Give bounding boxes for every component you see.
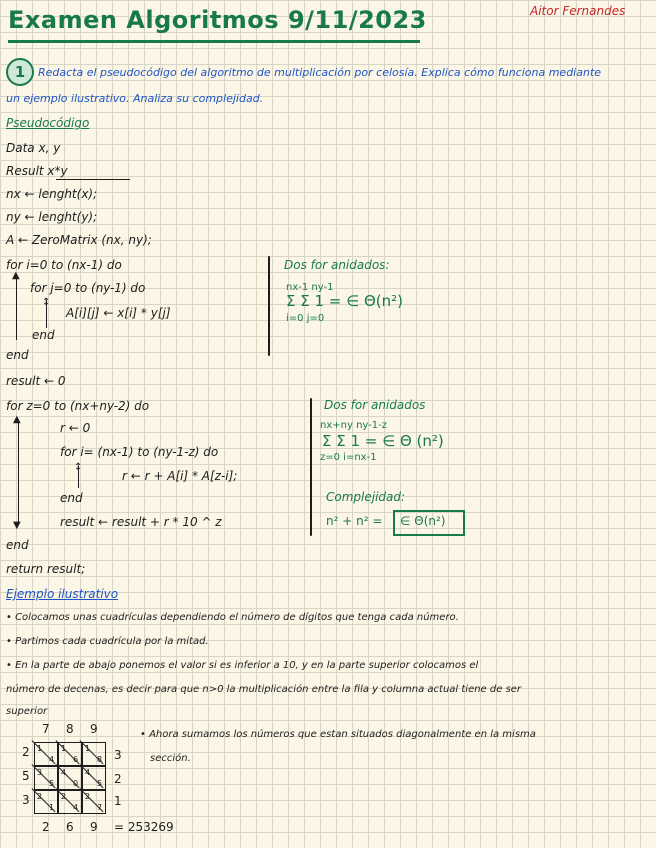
lattice-cell	[82, 766, 106, 790]
lattice-left-digit: 3	[22, 793, 30, 807]
lattice-top-digit: 9	[90, 722, 98, 736]
code-line-end-outer: end	[6, 348, 29, 362]
lattice-bottom-digit: 9	[90, 820, 98, 834]
lattice-right-digit: 1	[114, 794, 122, 808]
code-line-assign: A[i][j] ← x[i] * y[j]	[66, 306, 171, 320]
lattice-tens: 2	[37, 792, 43, 801]
code-line-r-init: r ← 0	[60, 421, 91, 435]
lattice-tens: 4	[61, 768, 67, 777]
code-line-for-i2: for i= (nx-1) to (ny-1-z) do	[60, 445, 219, 459]
example-bullet-3-cont: número de decenas, es decir para que n>0 la multiplicación entre la fila y columna actual tiene de ser	[6, 684, 522, 695]
lattice-cell	[58, 766, 82, 790]
lattice-left-digit: 2	[22, 745, 30, 759]
code-line-nx: nx ← lenght(x);	[6, 187, 98, 201]
loop2-label: Dos for anidados	[324, 398, 426, 412]
lattice-cell	[34, 766, 58, 790]
code-line-ny: ny ← lenght(y);	[6, 210, 98, 224]
code-line-result-init: result ← 0	[6, 374, 66, 388]
complexity-result: ∈ Θ(n²)	[400, 514, 446, 528]
code-line-matrix: A ← ZeroMatrix (nx, ny);	[6, 233, 152, 247]
lattice-tens: 2	[85, 792, 91, 801]
complexity-label: Complejidad:	[326, 490, 406, 504]
loop2-limits-top: nx+ny ny-1-z	[320, 420, 387, 431]
loop1-label: Dos for anidados:	[284, 258, 390, 272]
loop1-limits-top: nx-1 ny-1	[286, 282, 334, 293]
code-line-end-inner-2: end	[60, 491, 83, 505]
lattice-units: 4	[73, 803, 79, 812]
lattice-cell	[82, 742, 106, 766]
lattice-tens: 4	[85, 768, 91, 777]
example-bullet-3: • En la parte de abajo ponemos el valor si es inferior a 10, y en la parte superior colocamos el	[6, 660, 479, 671]
question-text-line-2: un ejemplo ilustrativo. Analiza su complejidad.	[6, 92, 264, 105]
lattice-units: 5	[97, 779, 103, 788]
arrow-down-icon: ▼	[13, 520, 21, 531]
lattice-cell	[34, 742, 58, 766]
arrow-up-icon: ▲	[13, 414, 21, 425]
code-line-for-i: for i=0 to (nx-1) do	[6, 258, 122, 272]
lattice-cell	[34, 790, 58, 814]
loop2-limits-bottom: z=0 i=nx-1	[320, 452, 377, 463]
loop-arrow-outer	[16, 278, 17, 340]
example-bullet-2: • Partimos cada cuadrícula por la mitad.	[6, 636, 209, 647]
code-line-return: return result;	[6, 562, 86, 576]
example-heading: Ejemplo ilustrativo	[6, 587, 119, 601]
lattice-top-digit: 7	[42, 722, 50, 736]
lattice-cell	[82, 790, 106, 814]
lattice-right-digit: 2	[114, 772, 122, 786]
loop1-limits-bottom: i=0 j=0	[286, 313, 325, 324]
lattice-units: 7	[97, 803, 103, 812]
lattice-units: 5	[49, 779, 55, 788]
page-title: Examen Algoritmos 9/11/2023	[8, 6, 427, 34]
question-number-badge: 1	[6, 58, 34, 86]
pseudocode-heading: Pseudocódigo	[6, 116, 90, 130]
author-name: Aitor Fernandes	[530, 4, 626, 18]
lattice-units: 6	[73, 755, 79, 764]
result-underline	[56, 179, 130, 180]
question-text-line-1: Redacta el pseudocódigo del algoritmo de multiplicación por celosía. Explica cómo funciona mediante	[38, 66, 602, 79]
lattice-result: = 253269	[114, 820, 174, 834]
brace-loop-2	[310, 398, 312, 536]
title-underline	[8, 40, 420, 43]
code-line-end-inner: end	[32, 328, 55, 342]
complexity-sum: n² + n² =	[326, 514, 383, 528]
lattice-tens: 1	[85, 744, 91, 753]
arrow-updown-icon: ↕	[42, 297, 51, 308]
side-note-line-1: • Ahora sumamos los números que estan situados diagonalmente en la misma	[140, 729, 536, 740]
code-line-result-update: result ← result + r * 10 ^ z	[60, 515, 222, 529]
code-line-for-j: for j=0 to (ny-1) do	[30, 281, 146, 295]
lattice-cell	[58, 790, 82, 814]
loop2-formula: Σ Σ 1 = ∈ Θ (n²)	[322, 432, 444, 450]
lattice-tens: 1	[37, 744, 43, 753]
lattice-units: 4	[49, 755, 55, 764]
lattice-left-digit: 5	[22, 769, 30, 783]
example-bullet-3-end: superior	[6, 706, 48, 717]
loop-arrow-outer-2	[18, 420, 19, 524]
code-line-for-z: for z=0 to (nx+ny-2) do	[6, 399, 150, 413]
lattice-right-digit: 3	[114, 748, 122, 762]
lattice-tens: 1	[61, 744, 67, 753]
lattice-bottom-digit: 2	[42, 820, 50, 834]
code-line-r-update: r ← r + A[i] * A[z-i];	[122, 469, 238, 483]
arrow-up-icon: ▲	[12, 270, 20, 281]
lattice-bottom-digit: 6	[66, 820, 74, 834]
code-line-result: Result x*y	[6, 164, 68, 178]
lattice-tens: 3	[37, 768, 43, 777]
example-bullet-1: • Colocamos unas cuadrículas dependiendo el número de dígitos que tenga cada número.	[6, 612, 459, 623]
side-note-line-2: sección.	[150, 753, 191, 764]
loop1-formula: Σ Σ 1 = ∈ Θ(n²)	[286, 292, 404, 310]
lattice-cell	[58, 742, 82, 766]
lattice-units: 8	[97, 755, 103, 764]
lattice-units: 1	[49, 803, 55, 812]
arrow-updown-icon: ↕	[74, 462, 83, 473]
lattice-units: 0	[73, 779, 79, 788]
brace-loop-1	[268, 256, 270, 356]
lattice-top-digit: 8	[66, 722, 74, 736]
lattice-tens: 2	[61, 792, 67, 801]
code-line-end-outer-2: end	[6, 538, 29, 552]
code-line-data: Data x, y	[6, 141, 61, 155]
